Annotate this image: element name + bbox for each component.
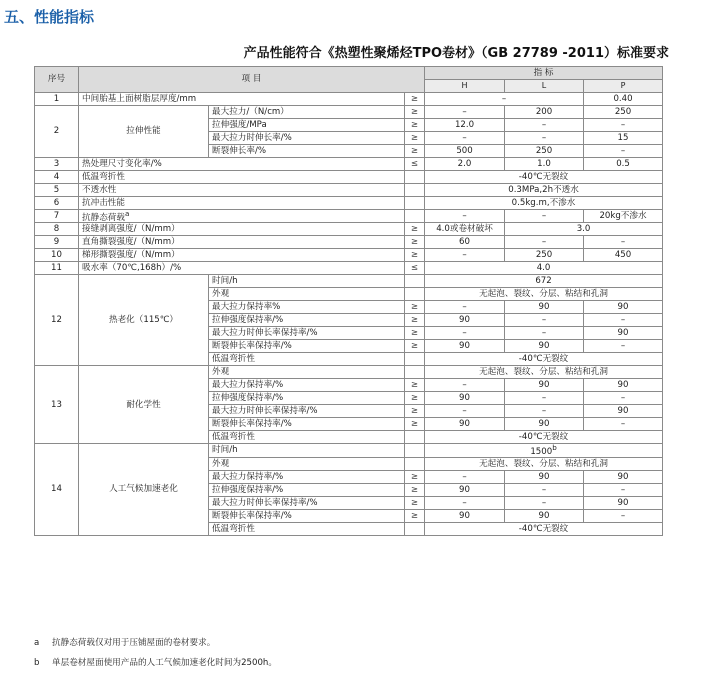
- item-label: 断裂伸长率保持率/%: [209, 509, 405, 522]
- value-h: –: [425, 327, 505, 340]
- value-all: -40℃无裂纹: [425, 171, 663, 184]
- item-text: 热处理尺寸变化率/%: [82, 158, 162, 169]
- row-number: 9: [35, 236, 79, 249]
- item-text: 不透水性: [82, 184, 117, 195]
- table-row: [35, 171, 663, 184]
- value-p: 250: [584, 106, 663, 119]
- operator: ≤: [405, 158, 425, 171]
- group-label: 热老化（115℃）: [79, 275, 209, 366]
- value-p: 0.40: [584, 93, 663, 106]
- item-label: 外观: [209, 457, 405, 470]
- value-l: –: [505, 327, 584, 340]
- item-text: 直角撕裂强度/（N/mm）: [82, 237, 180, 248]
- item-label: 拉伸强度保持率/%: [209, 483, 405, 496]
- operator: ≥: [405, 145, 425, 158]
- group-label: 人工气候加速老化: [79, 444, 209, 535]
- value-h: 90: [425, 418, 505, 431]
- operator: [405, 444, 425, 457]
- value-h: 90: [425, 509, 505, 522]
- table-row: [35, 275, 663, 288]
- value-h: 90: [425, 483, 505, 496]
- table-row: [35, 444, 663, 457]
- value-lp: 3.0: [505, 223, 663, 236]
- group-label: 拉伸性能: [79, 106, 209, 158]
- row-number: 5: [35, 184, 79, 197]
- row-number: 14: [35, 444, 79, 535]
- table-row: [35, 93, 663, 106]
- value-p: 90: [584, 379, 663, 392]
- value-p: 20kg不渗水: [584, 210, 663, 223]
- value-p: –: [584, 483, 663, 496]
- value-p: –: [584, 509, 663, 522]
- footnote-b: b 单层卷材屋面使用产品的人工气候加速老化时间为2500h。: [34, 658, 277, 668]
- value-hl: –: [425, 93, 584, 106]
- item-text: 吸水率（70℃,168h）/%: [82, 263, 182, 274]
- value-p: –: [584, 119, 663, 132]
- value-p: –: [584, 392, 663, 405]
- operator: [405, 457, 425, 470]
- operator: ≤: [405, 262, 425, 275]
- value-l: –: [505, 132, 584, 145]
- item-label: 断裂伸长率/%: [209, 145, 405, 158]
- value-l: –: [505, 210, 584, 223]
- item-label: 最大拉力时伸长率保持率/%: [209, 405, 405, 418]
- value-l: 250: [505, 145, 584, 158]
- operator: ≥: [405, 236, 425, 249]
- value-l: –: [505, 496, 584, 509]
- item-text: 接缝剥离强度/（N/mm）: [82, 224, 180, 235]
- row-number: 11: [35, 262, 79, 275]
- value-all: 0.3MPa,2h不透水: [425, 184, 663, 197]
- header-h: H: [425, 80, 505, 93]
- operator: ≥: [405, 418, 425, 431]
- value-l: 1.0: [505, 158, 584, 171]
- item-label: [79, 184, 405, 197]
- value-all: 无起泡、裂纹、分层、粘结和孔洞: [425, 288, 663, 301]
- value-p: 15: [584, 132, 663, 145]
- footnote-marker: a: [124, 209, 130, 218]
- operator: ≥: [405, 509, 425, 522]
- value-h: –: [425, 249, 505, 262]
- item-label: 时间/h: [209, 275, 405, 288]
- operator: [405, 366, 425, 379]
- item-label: 最大拉力保持率%: [209, 301, 405, 314]
- operator: [405, 353, 425, 366]
- header-no: 序号: [35, 67, 79, 93]
- value-all: 672: [425, 275, 663, 288]
- value-h: 12.0: [425, 119, 505, 132]
- row-number: 10: [35, 249, 79, 262]
- operator: [405, 197, 425, 210]
- item-label: 拉伸强度/MPa: [209, 119, 405, 132]
- value-h: –: [425, 132, 505, 145]
- operator: ≥: [405, 470, 425, 483]
- table-body: [35, 93, 663, 536]
- performance-table: [34, 66, 663, 536]
- item-text: 低温弯折性: [82, 171, 125, 182]
- operator: ≥: [405, 119, 425, 132]
- item-label: 外观: [209, 288, 405, 301]
- value-h: –: [425, 470, 505, 483]
- operator: [405, 431, 425, 444]
- value-p: –: [584, 340, 663, 353]
- value-h: –: [425, 106, 505, 119]
- operator: ≥: [405, 392, 425, 405]
- row-number: 8: [35, 223, 79, 236]
- value-all: -40℃无裂纹: [425, 431, 663, 444]
- item-label: [79, 197, 405, 210]
- table-row: [35, 236, 663, 249]
- row-number: 6: [35, 197, 79, 210]
- standard-title: 产品性能符合《热塑性聚烯烃TPO卷材》（GB 27789 -2011）标准要求: [243, 46, 669, 61]
- item-label: 低温弯折性: [209, 522, 405, 535]
- item-label: 断裂伸长率保持率/%: [209, 340, 405, 353]
- row-number: 3: [35, 158, 79, 171]
- item-label: 低温弯折性: [209, 353, 405, 366]
- value-l: –: [505, 483, 584, 496]
- value-all: 1500$^b$: [425, 444, 663, 457]
- value-l: 90: [505, 509, 584, 522]
- value-h: –: [425, 496, 505, 509]
- value-h: –: [425, 405, 505, 418]
- section-title: 五、性能指标: [4, 8, 95, 26]
- group-label: 耐化学性: [79, 366, 209, 444]
- value-all: 无起泡、裂纹、分层、粘结和孔洞: [425, 366, 663, 379]
- operator: [405, 171, 425, 184]
- item-text: 抗冲击性能: [82, 197, 125, 208]
- table-row: [35, 249, 663, 262]
- item-text: 抗静态荷载: [82, 212, 125, 223]
- value-h: 90: [425, 340, 505, 353]
- item-label: [79, 171, 405, 184]
- item-label: [79, 210, 405, 223]
- value-l: –: [505, 392, 584, 405]
- footnote-a: a 抗静态荷载仅对用于压铺屋面的卷材要求。: [34, 638, 216, 648]
- table-row: [35, 197, 663, 210]
- item-text: 中间胎基上面树脂层厚度/mm: [82, 93, 197, 104]
- operator: ≥: [405, 379, 425, 392]
- value-l: 250: [505, 249, 584, 262]
- item-label: 最大拉力时伸长率保持率/%: [209, 327, 405, 340]
- value-l: 200: [505, 106, 584, 119]
- table-row: [35, 184, 663, 197]
- header-l: L: [505, 80, 584, 93]
- value-h: 90: [425, 314, 505, 327]
- value-l: –: [505, 119, 584, 132]
- operator: ≥: [405, 132, 425, 145]
- row-number: 2: [35, 106, 79, 158]
- value-p: –: [584, 314, 663, 327]
- table-row: [35, 366, 663, 379]
- value-l: 90: [505, 340, 584, 353]
- operator: ≥: [405, 340, 425, 353]
- item-label: [79, 249, 405, 262]
- value-h: 60: [425, 236, 505, 249]
- header-index: 指 标: [425, 67, 663, 80]
- operator: ≥: [405, 106, 425, 119]
- value-all: 4.0: [425, 262, 663, 275]
- item-label: 最大拉力保持率/%: [209, 470, 405, 483]
- value-p: –: [584, 236, 663, 249]
- item-label: 时间/h: [209, 444, 405, 457]
- item-label: 断裂伸长率保持率/%: [209, 418, 405, 431]
- value-p: 90: [584, 405, 663, 418]
- value-p: –: [584, 418, 663, 431]
- item-label: 最大拉力时伸长率保持率/%: [209, 496, 405, 509]
- value-h: 500: [425, 145, 505, 158]
- footnote-marker: b: [552, 443, 557, 453]
- value-h: 4.0或卷材破坏: [425, 223, 505, 236]
- operator: ≥: [405, 314, 425, 327]
- value-p: 90: [584, 327, 663, 340]
- item-label: 最大拉力保持率/%: [209, 379, 405, 392]
- row-number: 12: [35, 275, 79, 366]
- row-number: 1: [35, 93, 79, 106]
- value-l: 90: [505, 301, 584, 314]
- operator: [405, 522, 425, 535]
- item-text: 梯形撕裂强度/（N/mm）: [82, 250, 180, 261]
- row-number: 7: [35, 210, 79, 223]
- item-label: 拉伸强度保持率/%: [209, 314, 405, 327]
- row-number: 4: [35, 171, 79, 184]
- footnotes: [34, 636, 662, 676]
- value-h: –: [425, 301, 505, 314]
- value-all: -40℃无裂纹: [425, 353, 663, 366]
- value-p: 450: [584, 249, 663, 262]
- value-l: 90: [505, 470, 584, 483]
- operator: [405, 210, 425, 223]
- table-row: [35, 106, 663, 119]
- value-p: 90: [584, 301, 663, 314]
- operator: ≥: [405, 223, 425, 236]
- value-l: 90: [505, 379, 584, 392]
- value-p: –: [584, 145, 663, 158]
- operator: [405, 288, 425, 301]
- item-label: 拉伸强度保持率/%: [209, 392, 405, 405]
- item-label: [79, 262, 405, 275]
- item-label: [79, 158, 405, 171]
- operator: ≥: [405, 327, 425, 340]
- value-l: 90: [505, 418, 584, 431]
- item-label: [79, 236, 405, 249]
- operator: ≥: [405, 405, 425, 418]
- operator: [405, 184, 425, 197]
- operator: [405, 275, 425, 288]
- item-label: 最大拉力/（N/cm）: [209, 106, 405, 119]
- table-row: [35, 210, 663, 223]
- table-row: [35, 223, 663, 236]
- operator: ≥: [405, 93, 425, 106]
- table-row: [35, 158, 663, 171]
- operator: ≥: [405, 496, 425, 509]
- value-h: 90: [425, 392, 505, 405]
- value-p: 90: [584, 496, 663, 509]
- operator: ≥: [405, 249, 425, 262]
- value-l: –: [505, 405, 584, 418]
- table-row: [35, 262, 663, 275]
- row-number: 13: [35, 366, 79, 444]
- value-l: –: [505, 236, 584, 249]
- value-all: 无起泡、裂纹、分层、粘结和孔洞: [425, 457, 663, 470]
- value-p: 90: [584, 470, 663, 483]
- value-h: –: [425, 379, 505, 392]
- value-all: 0.5kg.m,不渗水: [425, 197, 663, 210]
- item-label: 最大拉力时伸长率/%: [209, 132, 405, 145]
- item-label: 低温弯折性: [209, 431, 405, 444]
- value-l: –: [505, 314, 584, 327]
- header-item: 项 目: [79, 67, 425, 93]
- item-label: [79, 93, 405, 106]
- operator: ≥: [405, 483, 425, 496]
- value-h: –: [425, 210, 505, 223]
- item-label: 外观: [209, 366, 405, 379]
- header-p: P: [584, 80, 663, 93]
- operator: ≥: [405, 301, 425, 314]
- item-label: [79, 223, 405, 236]
- value-p: 0.5: [584, 158, 663, 171]
- value-h: 2.0: [425, 158, 505, 171]
- value-all: -40℃无裂纹: [425, 522, 663, 535]
